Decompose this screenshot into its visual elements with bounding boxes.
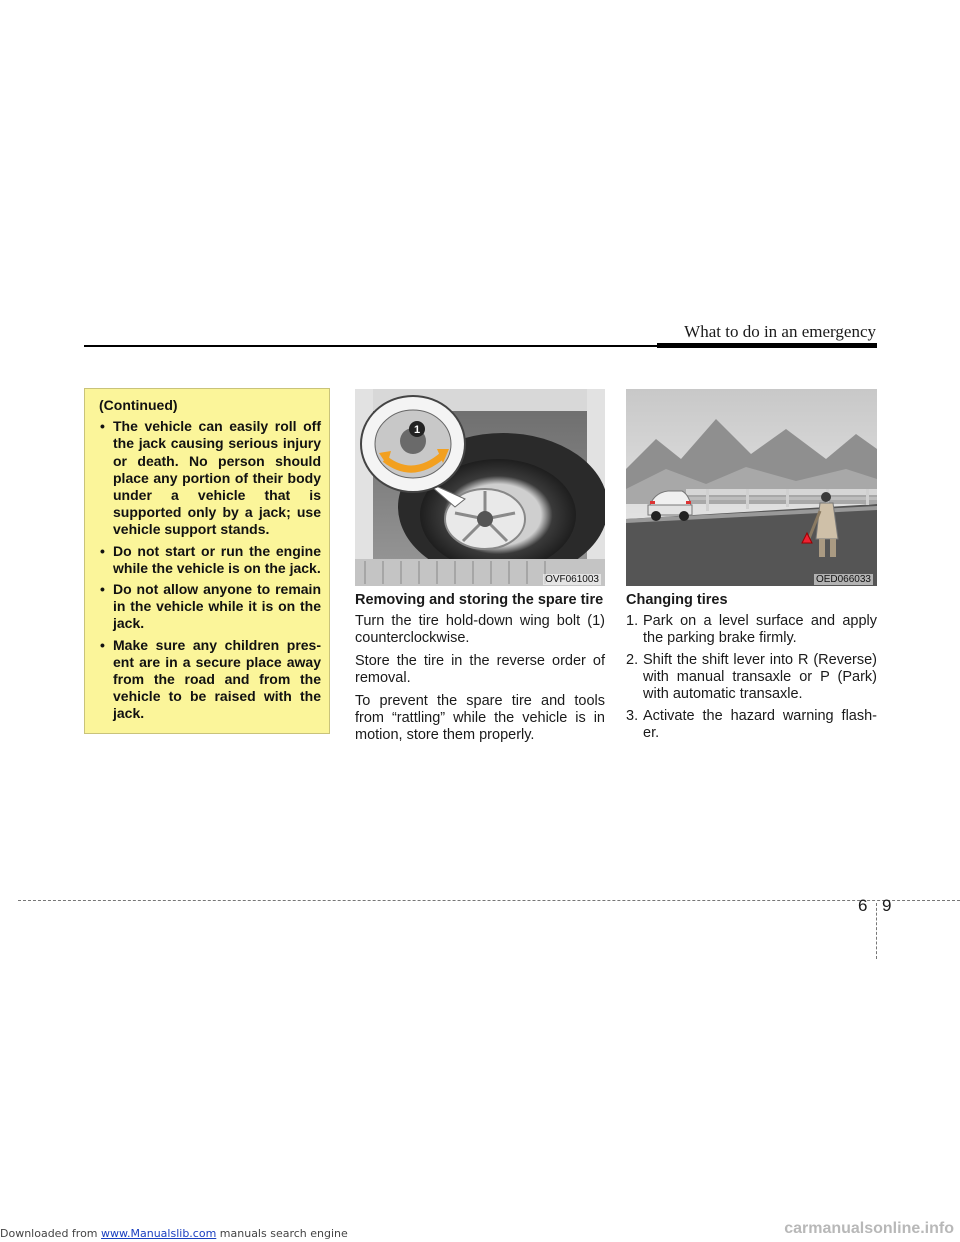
- roadside-figure: [626, 389, 877, 586]
- step-number: 1.: [626, 613, 639, 629]
- figure-code-label: OED066033: [815, 574, 871, 585]
- paragraph: Store the tire in the reverse order of removal.: [355, 653, 605, 686]
- header-rule-accent: [657, 343, 877, 348]
- steps-list: [626, 613, 877, 742]
- roadside-illustration: [626, 389, 877, 586]
- footer-link[interactable]: www.Manualslib.com: [101, 1227, 217, 1240]
- page-chapter: 6: [858, 896, 868, 915]
- footer-suffix: manuals search engine: [219, 1227, 348, 1240]
- warning-item: • Make sure any children pres- ent are in a secure place away from the road and from the vehicle to be raised with the jack.: [93, 637, 321, 723]
- warning-continued: (Continued): [99, 397, 178, 413]
- figure-code-label: OVF061003: [545, 574, 599, 585]
- step-number: 3.: [626, 708, 639, 724]
- paragraph: To prevent the spare tire and tools from “rattling” while the vehicle is in motion, store them properly.: [355, 693, 605, 743]
- section-heading: Removing and storing the spare tire: [355, 592, 604, 608]
- figure-callout-number: 1: [413, 424, 421, 436]
- footer-prefix: Downloaded from: [0, 1227, 98, 1240]
- spare-tire-figure: [355, 389, 605, 586]
- step-number: 2.: [626, 652, 639, 668]
- step-item: [626, 652, 877, 703]
- warning-box: [84, 388, 330, 734]
- spare-tire-section: [355, 592, 605, 750]
- step-text: Activate the hazard warning flash- er.: [643, 708, 877, 741]
- paragraph: Turn the tire hold-down wing bolt (1) counterclockwise.: [355, 613, 605, 646]
- watermark: carmanualsonline.info: [784, 1220, 954, 1237]
- warning-list: [93, 418, 321, 722]
- changing-tires-section: [626, 592, 877, 747]
- page-number: 9: [882, 896, 892, 915]
- spare-tire-illustration: [355, 389, 605, 586]
- warning-item: • Do not start or run the engine while the vehicle is on the jack.: [93, 543, 321, 577]
- warning-item: • Do not allow anyone to remain in the vehicle while it is on the jack.: [93, 581, 321, 633]
- step-item: [626, 708, 877, 742]
- page-dash-vertical: [876, 903, 877, 959]
- step-text: Shift the shift lever into R (Reverse) with manual transaxle or P (Park) with automatic transaxle.: [643, 652, 877, 702]
- page-dash-rule: [18, 900, 960, 901]
- warning-item: • The vehicle can easily roll off the jack causing serious injury or death. No person should place any portion of their body under a vehicle that is supported only by a jack; use vehicle support stands.: [93, 418, 321, 538]
- step-text: Park on a level surface and apply the parking brake firmly.: [643, 613, 877, 646]
- section-heading: Changing tires: [626, 592, 728, 608]
- header-title: What to do in an emergency: [684, 322, 876, 341]
- download-footer: [0, 1227, 348, 1240]
- step-item: [626, 613, 877, 647]
